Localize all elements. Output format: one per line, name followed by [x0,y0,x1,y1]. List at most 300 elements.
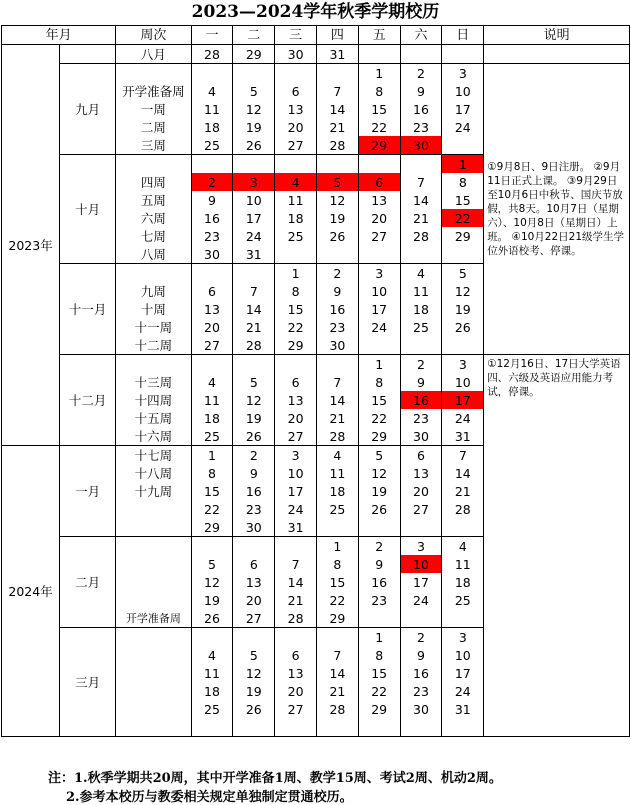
day-cell [317,518,359,537]
day-cell: 29 [358,427,400,446]
day-cell [317,628,359,647]
day-cell: 8 [358,646,400,664]
week-label: 十一周 [116,318,191,336]
day-cell: 11 [191,100,233,118]
month-label: 九月 [60,64,116,155]
day-cell: 14 [317,664,359,682]
day-cell: 9 [400,373,442,391]
footer-notes [0,764,631,804]
day-cell: 14 [233,300,275,318]
day-cell [317,355,359,374]
day-cell [358,336,400,355]
day-cell: 25 [400,318,442,336]
day-cell [191,64,233,83]
day-cell: 1 [275,264,317,283]
day-cell [442,136,484,155]
day-cell: 9 [233,464,275,482]
day-cell: 26 [233,136,275,155]
day-cell: 25 [275,227,317,245]
day-cell: 10 [275,464,317,482]
day-cell [191,155,233,174]
day-cell: 29 [358,700,400,718]
day-cell: 8 [358,82,400,100]
day-cell: 24 [275,500,317,518]
day-cell: 12 [233,391,275,409]
week-label: 四周 [116,173,191,191]
day-cell: 4 [191,82,233,100]
week-label [116,682,191,700]
header-day: 一 [191,26,233,45]
day-cell [317,64,359,83]
day-cell: 5 [233,646,275,664]
header-day: 五 [358,26,400,45]
week-label: 十四周 [116,391,191,409]
day-cell: 15 [191,482,233,500]
day-cell: 25 [317,500,359,518]
day-cell: 16 [358,573,400,591]
day-cell [317,155,359,174]
week-label [116,155,191,174]
day-cell: 22 [358,682,400,700]
day-cell: 22 [358,409,400,427]
day-cell: 19 [442,300,484,318]
day-cell: 19 [317,209,359,227]
day-cell: 22 [191,500,233,518]
day-cell [191,264,233,283]
day-cell: 27 [233,609,275,628]
day-cell: 3 [275,446,317,465]
day-cell: 9 [317,282,359,300]
day-cell: 20 [275,409,317,427]
day-cell: 10 [442,646,484,664]
header-day: 六 [400,26,442,45]
day-cell [191,537,233,556]
day-cell: 4 [442,537,484,556]
day-cell: 6 [275,646,317,664]
day-cell: 17 [442,391,484,409]
day-cell: 8 [358,373,400,391]
day-cell: 31 [275,518,317,537]
day-cell: 2 [400,355,442,374]
day-cell: 5 [442,264,484,283]
week-label [116,591,191,609]
day-cell: 3 [400,537,442,556]
day-cell: 27 [275,700,317,718]
day-cell: 7 [317,646,359,664]
day-cell: 30 [275,45,317,64]
day-cell: 28 [442,500,484,518]
day-cell: 22 [358,118,400,136]
week-label [116,646,191,664]
day-cell: 27 [191,336,233,355]
day-cell: 5 [233,82,275,100]
day-cell: 11 [191,391,233,409]
header-row [2,26,630,45]
day-cell: 24 [358,318,400,336]
day-cell: 20 [275,118,317,136]
header-day: 三 [275,26,317,45]
week-label: 开学准备周 [116,82,191,100]
day-cell: 19 [191,591,233,609]
day-cell: 9 [400,646,442,664]
day-cell: 2 [191,173,233,191]
day-cell: 30 [317,336,359,355]
day-cell: 25 [191,700,233,718]
day-cell [358,245,400,264]
day-cell: 18 [442,573,484,591]
day-cell: 18 [191,118,233,136]
day-cell [233,64,275,83]
week-label: 十周 [116,300,191,318]
day-cell [442,718,484,737]
day-cell: 31 [442,427,484,446]
day-cell: 27 [275,427,317,446]
day-cell: 13 [400,464,442,482]
day-cell: 31 [317,45,359,64]
day-cell: 29 [442,227,484,245]
day-cell: 18 [191,682,233,700]
week-label: 九周 [116,282,191,300]
day-cell: 9 [191,191,233,209]
day-cell: 3 [442,355,484,374]
day-cell: 1 [358,64,400,83]
day-cell: 4 [191,646,233,664]
day-cell: 10 [358,282,400,300]
day-cell: 7 [317,373,359,391]
day-cell: 21 [233,318,275,336]
day-cell [358,609,400,628]
day-cell: 13 [275,391,317,409]
day-cell: 18 [275,209,317,227]
day-cell: 25 [191,136,233,155]
day-cell: 19 [233,118,275,136]
month-label: 一月 [60,446,116,537]
day-cell [233,718,275,737]
day-cell: 5 [358,446,400,465]
day-cell [275,537,317,556]
day-cell: 6 [275,82,317,100]
day-cell: 29 [275,336,317,355]
day-cell: 24 [442,118,484,136]
day-cell: 4 [191,373,233,391]
day-cell: 1 [191,446,233,465]
day-cell: 28 [317,700,359,718]
day-cell: 17 [358,300,400,318]
day-cell [275,718,317,737]
header-note: 说明 [484,26,630,45]
month-label: 三月 [60,628,116,737]
day-cell: 19 [358,482,400,500]
day-cell: 2 [400,628,442,647]
week-label: 五周 [116,191,191,209]
day-cell: 23 [400,118,442,136]
day-cell [191,628,233,647]
week-label [116,573,191,591]
day-cell: 19 [233,409,275,427]
day-cell [400,245,442,264]
day-cell: 4 [317,446,359,465]
day-cell: 17 [442,100,484,118]
day-cell [275,628,317,647]
day-cell: 8 [275,282,317,300]
day-cell [400,609,442,628]
week-label [116,264,191,283]
day-cell: 27 [400,500,442,518]
day-cell: 16 [317,300,359,318]
day-cell [275,64,317,83]
day-cell: 26 [358,500,400,518]
month-label: 十月 [60,155,116,264]
day-cell: 21 [442,482,484,500]
day-cell: 16 [233,482,275,500]
day-cell [442,609,484,628]
day-cell: 21 [317,682,359,700]
year-label: 2024年 [2,446,60,737]
day-cell [191,355,233,374]
day-cell: 1 [358,628,400,647]
day-cell: 23 [400,409,442,427]
day-cell: 7 [400,173,442,191]
day-cell: 27 [275,136,317,155]
day-cell: 8 [191,464,233,482]
day-cell: 20 [400,482,442,500]
day-cell: 17 [275,482,317,500]
day-cell: 10 [400,555,442,573]
day-cell: 2 [358,537,400,556]
week-label [116,718,191,737]
day-cell: 14 [317,391,359,409]
week-label: 八周 [116,245,191,264]
week-label [116,355,191,374]
day-cell: 9 [358,555,400,573]
week-label: 二周 [116,118,191,136]
day-cell: 10 [233,191,275,209]
day-cell [275,155,317,174]
day-cell: 15 [358,664,400,682]
day-cell: 15 [317,573,359,591]
day-cell [275,245,317,264]
day-cell: 23 [358,591,400,609]
header-day: 四 [317,26,359,45]
day-cell: 11 [442,555,484,573]
day-cell: 23 [317,318,359,336]
calendar-row [2,45,630,64]
day-cell: 29 [191,518,233,537]
week-label [116,628,191,647]
day-cell: 10 [442,373,484,391]
day-cell [400,45,442,64]
month-label: 十二月 [60,355,116,446]
note-dec: ①12月16日、17日大学英语四、六级及英语应用能力考试，停课。 [484,355,630,737]
day-cell: 24 [442,409,484,427]
week-label [116,500,191,518]
week-label: 十二周 [116,336,191,355]
header-day: 日 [442,26,484,45]
week-label [116,518,191,537]
day-cell: 7 [275,555,317,573]
day-cell: 1 [358,355,400,374]
day-cell [233,355,275,374]
footer-line: 注：1.秋季学期共20周，其中开学准备1周、教学15周、考试2周、机动2周。 [48,771,502,786]
day-cell [233,155,275,174]
day-cell: 6 [191,282,233,300]
day-cell: 8 [317,555,359,573]
day-cell: 28 [317,136,359,155]
day-cell: 3 [358,264,400,283]
week-label: 十七周 [116,446,191,465]
day-cell: 15 [442,191,484,209]
day-cell: 6 [358,173,400,191]
day-cell: 15 [358,391,400,409]
day-cell [442,518,484,537]
day-cell [400,518,442,537]
day-cell: 21 [400,209,442,227]
day-cell: 26 [317,227,359,245]
day-cell: 2 [233,446,275,465]
day-cell: 4 [400,264,442,283]
day-cell: 26 [233,427,275,446]
day-cell: 29 [358,136,400,155]
day-cell: 20 [191,318,233,336]
week-label: 七周 [116,227,191,245]
day-cell: 5 [191,555,233,573]
day-cell [442,45,484,64]
month-label: 十一月 [60,264,116,355]
note-autumn: ①9月8日、9日注册。 ②9月11日正式上课。 ③9月29日至10月6日中秋节、国庆节放假，共8天。10月7日（星期六）、10月8日（星期日）上班。 ④10月22日21级学生学位外语校考、停课。 [484,64,630,355]
day-cell: 14 [442,464,484,482]
day-cell: 3 [442,628,484,647]
week-label: 三周 [116,136,191,155]
day-cell: 13 [358,191,400,209]
day-cell [191,718,233,737]
day-cell: 27 [358,227,400,245]
week-label [60,45,116,64]
day-cell: 28 [233,336,275,355]
day-cell: 12 [358,464,400,482]
day-cell: 5 [233,373,275,391]
day-cell: 7 [233,282,275,300]
day-cell: 11 [400,282,442,300]
day-cell: 7 [442,446,484,465]
day-cell: 14 [400,191,442,209]
day-cell [233,264,275,283]
day-cell: 13 [275,100,317,118]
header-week: 周次 [116,26,191,45]
day-cell: 12 [317,191,359,209]
calendar-table [1,25,630,737]
day-cell: 12 [233,664,275,682]
day-cell: 18 [400,300,442,318]
month-label: 八月 [116,45,191,64]
calendar-row [2,355,630,374]
day-cell: 16 [400,100,442,118]
day-cell: 28 [317,427,359,446]
page-title: 2023—2024学年秋季学期校历 [191,2,440,22]
week-label [116,555,191,573]
day-cell [233,628,275,647]
day-cell: 26 [233,700,275,718]
day-cell: 29 [233,45,275,64]
day-cell [358,718,400,737]
day-cell: 17 [233,209,275,227]
year-label: 2023年 [2,45,60,446]
day-cell: 16 [191,209,233,227]
day-cell: 21 [317,118,359,136]
week-label: 一周 [116,100,191,118]
day-cell: 28 [191,45,233,64]
day-cell: 13 [275,664,317,682]
day-cell: 22 [442,209,484,227]
day-cell [442,336,484,355]
day-cell: 30 [233,518,275,537]
note-empty [484,45,630,64]
day-cell: 19 [233,682,275,700]
day-cell: 20 [233,591,275,609]
day-cell: 30 [400,136,442,155]
day-cell: 30 [191,245,233,264]
day-cell [317,245,359,264]
day-cell: 2 [317,264,359,283]
day-cell: 7 [317,82,359,100]
day-cell: 28 [275,609,317,628]
day-cell: 18 [317,482,359,500]
day-cell: 12 [233,100,275,118]
calendar-row [2,64,630,83]
day-cell: 25 [191,427,233,446]
day-cell: 26 [191,609,233,628]
day-cell: 13 [233,573,275,591]
day-cell: 1 [317,537,359,556]
day-cell: 8 [442,173,484,191]
week-label: 开学准备周 [116,609,191,628]
week-label: 十六周 [116,427,191,446]
day-cell: 26 [442,318,484,336]
day-cell [400,336,442,355]
day-cell: 3 [442,64,484,83]
day-cell [317,718,359,737]
week-label: 十三周 [116,373,191,391]
day-cell: 13 [191,300,233,318]
month-label: 二月 [60,537,116,628]
day-cell: 14 [317,100,359,118]
day-cell: 20 [358,209,400,227]
day-cell: 30 [400,427,442,446]
day-cell: 6 [233,555,275,573]
day-cell [233,537,275,556]
week-label [116,664,191,682]
day-cell: 2 [400,64,442,83]
day-cell: 29 [317,609,359,628]
day-cell [358,45,400,64]
day-cell: 31 [442,700,484,718]
day-cell: 16 [400,664,442,682]
day-cell: 24 [442,682,484,700]
day-cell: 15 [358,100,400,118]
week-label: 十九周 [116,482,191,500]
footer-line: 2.参考本校历与教委相关规定单独制定贯通校历。 [66,790,353,805]
day-cell: 12 [442,282,484,300]
day-cell: 23 [191,227,233,245]
day-cell: 22 [317,591,359,609]
day-cell: 15 [275,300,317,318]
header-year-month: 年月 [2,26,116,45]
day-cell: 17 [400,573,442,591]
day-cell: 24 [400,591,442,609]
day-cell [275,355,317,374]
week-label [116,64,191,83]
day-cell: 23 [233,500,275,518]
day-cell: 23 [400,682,442,700]
